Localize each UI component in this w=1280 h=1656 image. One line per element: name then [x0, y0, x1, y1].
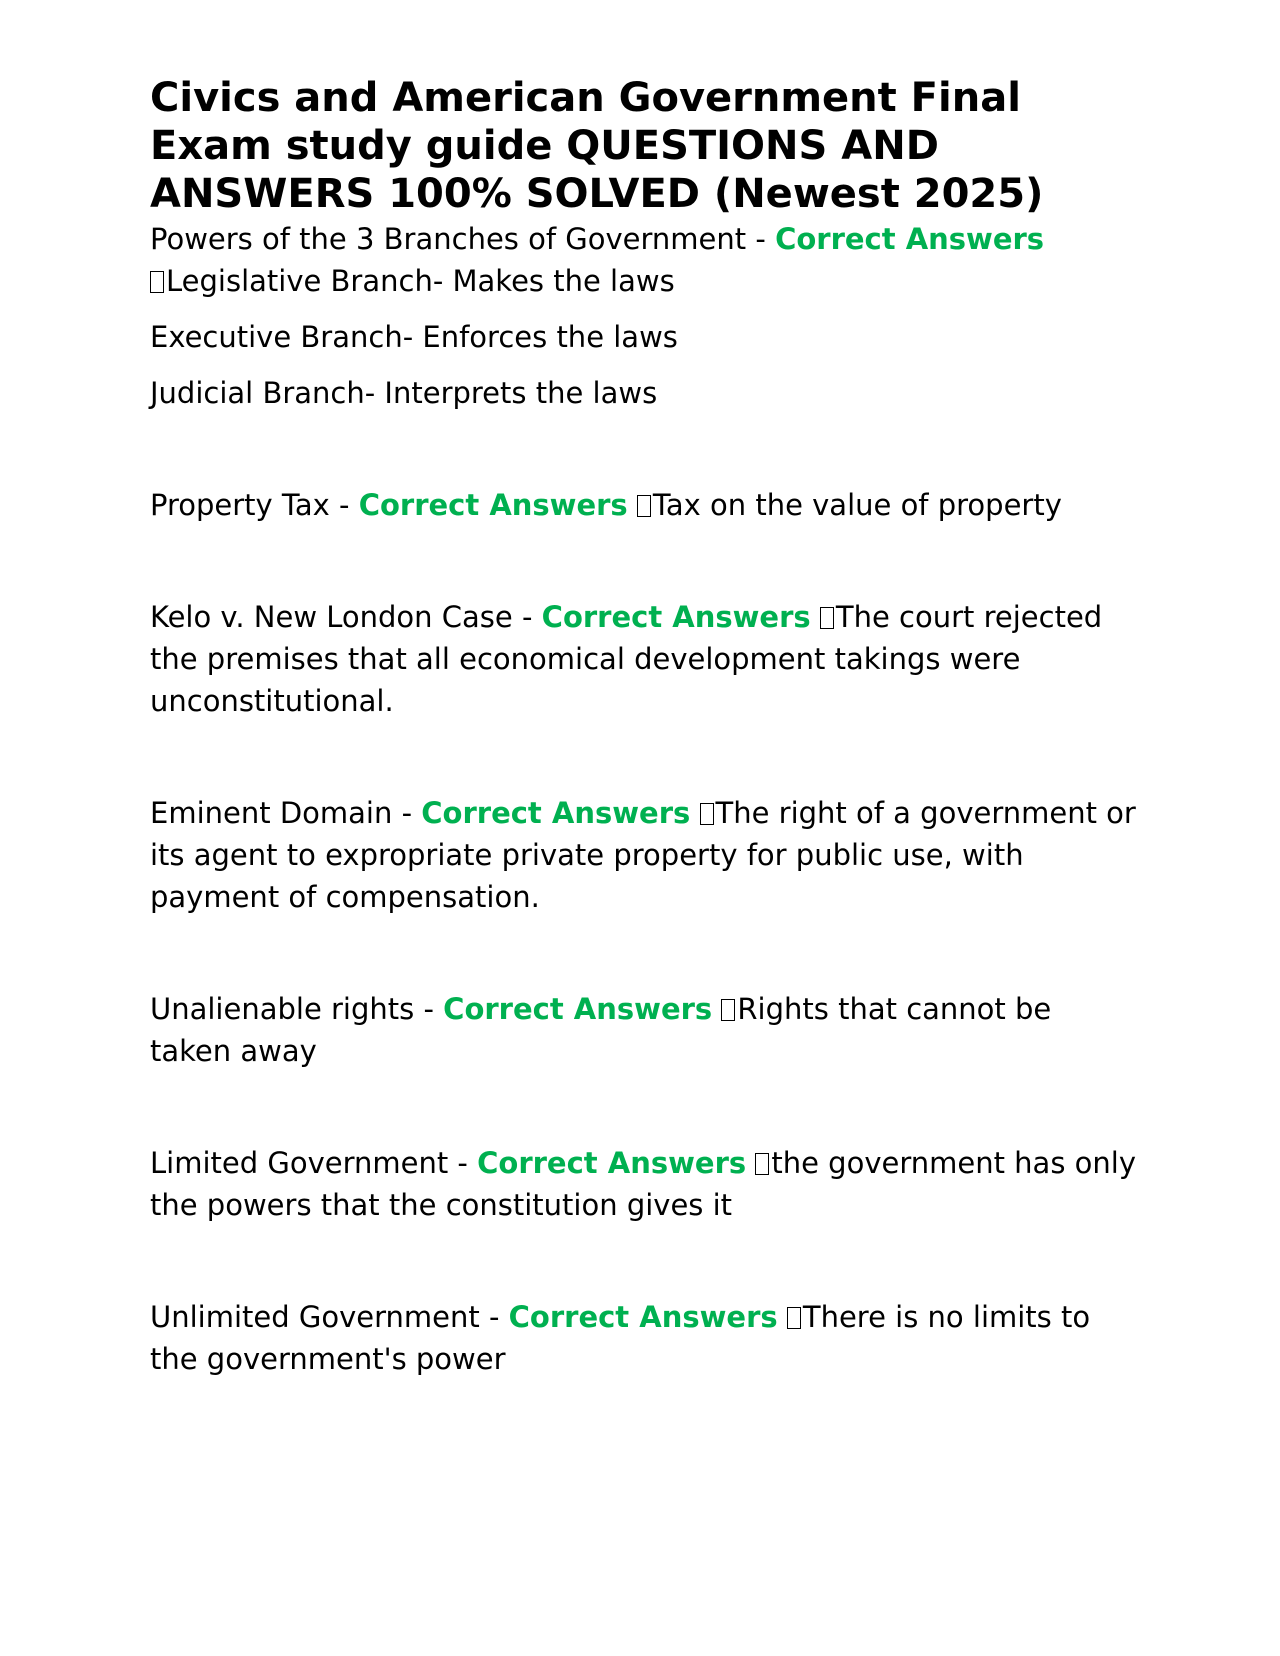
- entry-kelo-case: [150, 596, 1140, 722]
- entry-answer: There is no limits to the government's power: [150, 1300, 1091, 1376]
- missing-glyph-icon: [700, 803, 714, 825]
- entry-separator: -: [479, 1300, 509, 1334]
- correct-answers-label: Correct Answers: [541, 600, 811, 634]
- entry-separator: -: [329, 488, 359, 522]
- entry-term: Eminent Domain: [150, 796, 393, 830]
- entry-answer: the government has only the powers that the constitution gives it: [150, 1146, 1136, 1222]
- entry-separator: -: [746, 222, 776, 256]
- entry-answer: Tax on the value of property: [652, 488, 1062, 522]
- missing-glyph-icon: [820, 607, 834, 629]
- entry-powers-of-branches: [150, 218, 1140, 302]
- correct-answers-label: Correct Answers: [508, 1300, 778, 1334]
- document-title: Civics and American Government Final Exam study guide QUESTIONS AND ANSWERS 100% SOLVED (Newest 2025): [150, 75, 1044, 217]
- correct-answers-label: Correct Answers: [421, 796, 691, 830]
- entry-unalienable-rights: [150, 988, 1140, 1072]
- entry-unlimited-government: [150, 1296, 1140, 1380]
- entry-property-tax: [150, 484, 1140, 526]
- missing-glyph-icon: [755, 1153, 769, 1175]
- entry-term: Unalienable rights: [150, 992, 415, 1026]
- entry-term: Unlimited Government: [150, 1300, 480, 1334]
- entry-term: Kelo v. New London Case: [150, 600, 513, 634]
- missing-glyph-icon: [637, 495, 651, 517]
- correct-answers-label: Correct Answers: [477, 1146, 747, 1180]
- missing-glyph-icon: [150, 271, 164, 293]
- entry-term: Property Tax: [150, 488, 330, 522]
- correct-answers-label: Correct Answers: [775, 222, 1045, 256]
- entry-answer: Legislative Branch- Makes the laws: [166, 264, 675, 298]
- entry-extra-line: Judicial Branch- Interprets the laws: [150, 376, 658, 410]
- document-page: [150, 74, 1140, 1380]
- entry-term: Powers of the 3 Branches of Government: [150, 222, 747, 256]
- entry-separator: -: [392, 796, 422, 830]
- entry-separator: -: [448, 1146, 478, 1180]
- entry-extra-line: Executive Branch- Enforces the laws: [150, 320, 678, 354]
- entry-term: Limited Government: [150, 1146, 449, 1180]
- entry-eminent-domain: [150, 792, 1140, 918]
- entry-separator: -: [414, 992, 444, 1026]
- correct-answers-label: Correct Answers: [358, 488, 628, 522]
- entry-answer: The right of a government or its agent to expropriate private property for public use, with payment of compensation.: [150, 796, 1136, 914]
- entry-limited-government: [150, 1142, 1140, 1226]
- entry-separator: -: [512, 600, 542, 634]
- entry-answer: The court rejected the premises that all economical development takings were unconstitutional.: [150, 600, 1103, 718]
- entry-answer: Rights that cannot be taken away: [150, 992, 1052, 1068]
- missing-glyph-icon: [787, 1307, 801, 1329]
- missing-glyph-icon: [721, 999, 735, 1021]
- correct-answers-label: Correct Answers: [443, 992, 713, 1026]
